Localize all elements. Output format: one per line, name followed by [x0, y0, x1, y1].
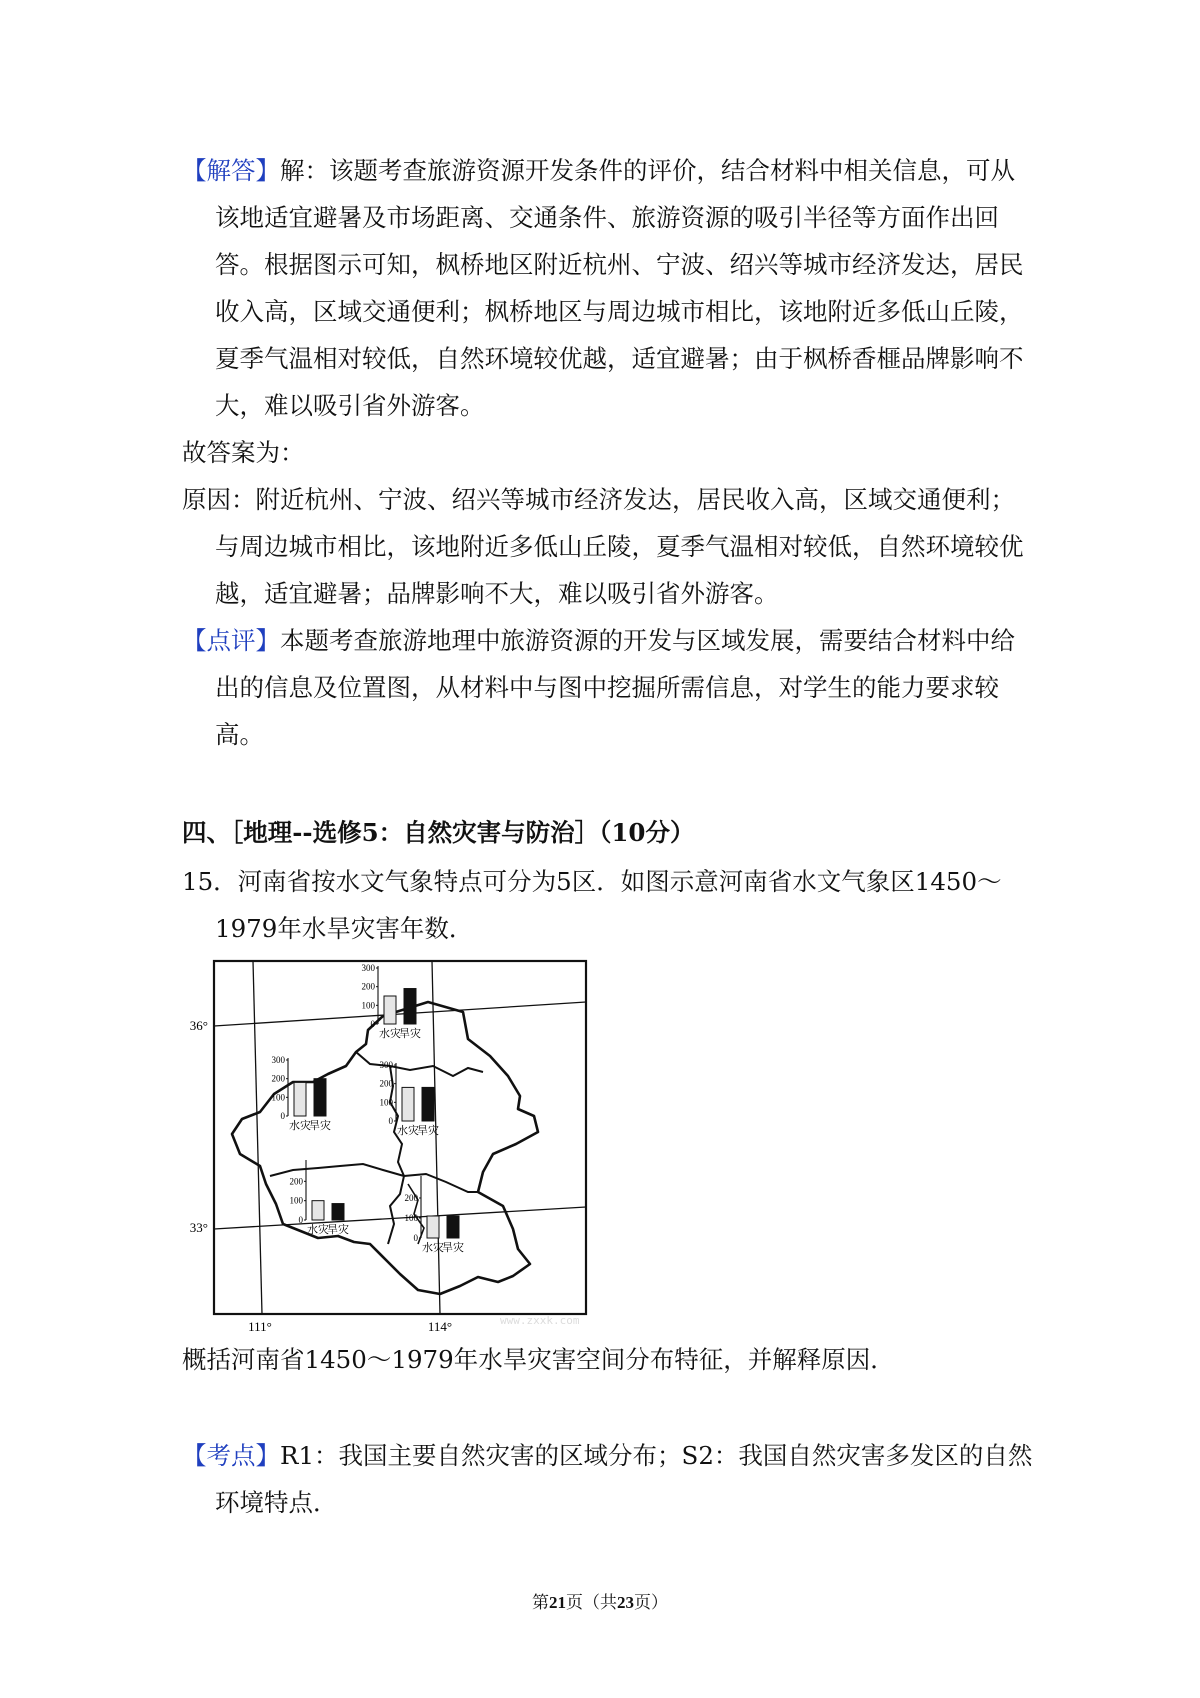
inset-tick-label-west: 200 [271, 1073, 285, 1084]
answer-line-5: 夏季气温相对较低，自然环境较优越，适宜避暑；由于枫桥香榧品牌影响不 [215, 344, 1024, 373]
region-boundary-north [356, 1052, 483, 1076]
inset-bar-central-drought [422, 1087, 434, 1121]
footer-prefix: 第 [532, 1593, 549, 1613]
inset-bar-label-north: 旱灾 [399, 1028, 421, 1040]
inset-tick-label-north: 0 [370, 1019, 375, 1029]
inset-bar-west-flood [294, 1082, 306, 1116]
inset-tick-label-southwest: 200 [289, 1176, 303, 1187]
answer-key-line-1: 原因：附近杭州、宁波、绍兴等城市经济发达，居民收入高，区域交通便利； [182, 485, 1015, 514]
answer-text: 解：该题考查旅游资源开发条件的评价，结合材料中相关信息，可从 [280, 156, 1015, 185]
inset-tick-label-north: 300 [361, 963, 375, 973]
inset-tick-label-southwest: 100 [289, 1195, 303, 1206]
inset-bar-southeast-flood [427, 1216, 439, 1238]
inset-tick-label-west: 300 [271, 1055, 285, 1065]
lon-label-114: 114° [427, 1319, 453, 1334]
inset-bar-southwest-drought [332, 1204, 344, 1220]
lon-label-111: 111° [248, 1319, 272, 1334]
footer-mid: 页（共 [566, 1593, 617, 1613]
meridian-111 [253, 961, 262, 1314]
keypoint-line-1 [182, 1440, 1032, 1472]
inset-bar-label-central: 旱灾 [417, 1125, 439, 1137]
lat-label-36: 36° [189, 1018, 208, 1033]
lat-label-33: 33° [189, 1220, 208, 1235]
answer-line-6: 大，难以吸引省外游客。 [215, 391, 485, 420]
inset-bar-label-north: 水灾 [379, 1028, 401, 1040]
henan-map-svg [178, 944, 598, 1334]
footer-page-number: 21 [549, 1593, 566, 1612]
inset-bar-label-southeast: 旱灾 [442, 1242, 464, 1254]
parallel-33 [214, 1207, 586, 1229]
inset-bar-north-flood [384, 996, 396, 1024]
inset-bar-southwest-flood [312, 1201, 324, 1220]
inset-bar-west-drought [314, 1079, 326, 1116]
footer-total-pages: 23 [617, 1593, 634, 1612]
inset-bar-north-drought [404, 989, 416, 1024]
answer-tag: 【解答】 [182, 156, 280, 185]
inset-bar-southeast-drought [447, 1216, 459, 1238]
inset-tick-label-southeast: 200 [404, 1193, 418, 1203]
inset-tick-label-southwest: 0 [298, 1215, 303, 1225]
answer-line-2: 该地适宜避暑及市场距离、交通条件、旅游资源的吸引半径等方面作出回 [215, 203, 999, 232]
answer-line-4: 收入高，区域交通便利；枫桥地区与周边城市相比，该地附近多低山丘陵， [215, 297, 1024, 326]
keypoint-text: R1：我国主要自然灾害的区域分布；S2：我国自然灾害多发区的自然 [280, 1441, 1033, 1470]
comment-tag: 【点评】 [182, 626, 280, 655]
inset-tick-label-central: 300 [379, 1060, 393, 1070]
inset-bar-label-central: 水灾 [397, 1125, 419, 1137]
map-watermark: www.zxxk.com [500, 1314, 580, 1327]
inset-tick-label-west: 100 [271, 1092, 285, 1103]
question-prompt: 概括河南省1450～1979年水旱灾害空间分布特征，并解释原因． [182, 1345, 895, 1374]
answer-key-line-2: 与周边城市相比，该地附近多低山丘陵，夏季气温相对较低，自然环境较优 [215, 532, 1024, 561]
inset-bar-central-flood [402, 1087, 414, 1121]
meridian-114 [432, 961, 440, 1314]
inset-bar-label-west: 水灾 [289, 1120, 311, 1132]
region-boundary-southeast [404, 1174, 478, 1192]
footer-suffix: 页） [634, 1593, 668, 1613]
henan-map-figure [178, 944, 598, 1334]
comment-line-3: 高。 [215, 720, 264, 749]
inset-tick-label-central: 0 [388, 1116, 393, 1126]
page-footer [0, 1592, 1200, 1614]
keypoint-tag: 【考点】 [182, 1441, 280, 1470]
keypoint-line-2: 环境特点． [215, 1488, 338, 1517]
inset-tick-label-central: 200 [379, 1078, 393, 1089]
question-line-2: 1979年水旱灾害年数． [215, 914, 474, 943]
answer-line-1 [182, 155, 1015, 187]
inset-tick-label-north: 100 [361, 1000, 375, 1011]
inset-bar-label-southwest: 旱灾 [327, 1224, 349, 1236]
section-heading: 四、［地理--选修5：自然灾害与防治］（10分） [182, 818, 695, 847]
province-outline [232, 1002, 538, 1294]
inset-tick-label-southeast: 0 [413, 1233, 418, 1243]
question-line-1: 15．河南省按水文气象特点可分为5区．如图示意河南省水文气象区1450～ [182, 867, 1002, 896]
comment-line-2: 出的信息及位置图，从材料中与图中挖掘所需信息，对学生的能力要求较 [215, 673, 999, 702]
parallel-36 [214, 1002, 586, 1026]
comment-text: 本题考查旅游地理中旅游资源的开发与区域发展，需要结合材料中给 [280, 626, 1015, 655]
inset-tick-label-central: 100 [379, 1097, 393, 1108]
inset-tick-label-southeast: 100 [404, 1213, 418, 1223]
comment-line-1 [182, 625, 1015, 657]
inset-bar-label-southeast: 水灾 [422, 1242, 444, 1254]
answer-key-label: 故答案为： [182, 438, 305, 467]
answer-key-line-3: 越，适宜避暑；品牌影响不大，难以吸引省外游客。 [215, 579, 779, 608]
answer-line-3: 答。根据图示可知，枫桥地区附近杭州、宁波、绍兴等城市经济发达，居民 [215, 250, 1024, 279]
inset-bar-label-southwest: 水灾 [307, 1224, 329, 1236]
inset-bar-label-west: 旱灾 [309, 1120, 331, 1132]
inset-tick-label-west: 0 [280, 1111, 285, 1121]
inset-tick-label-north: 200 [361, 981, 375, 992]
